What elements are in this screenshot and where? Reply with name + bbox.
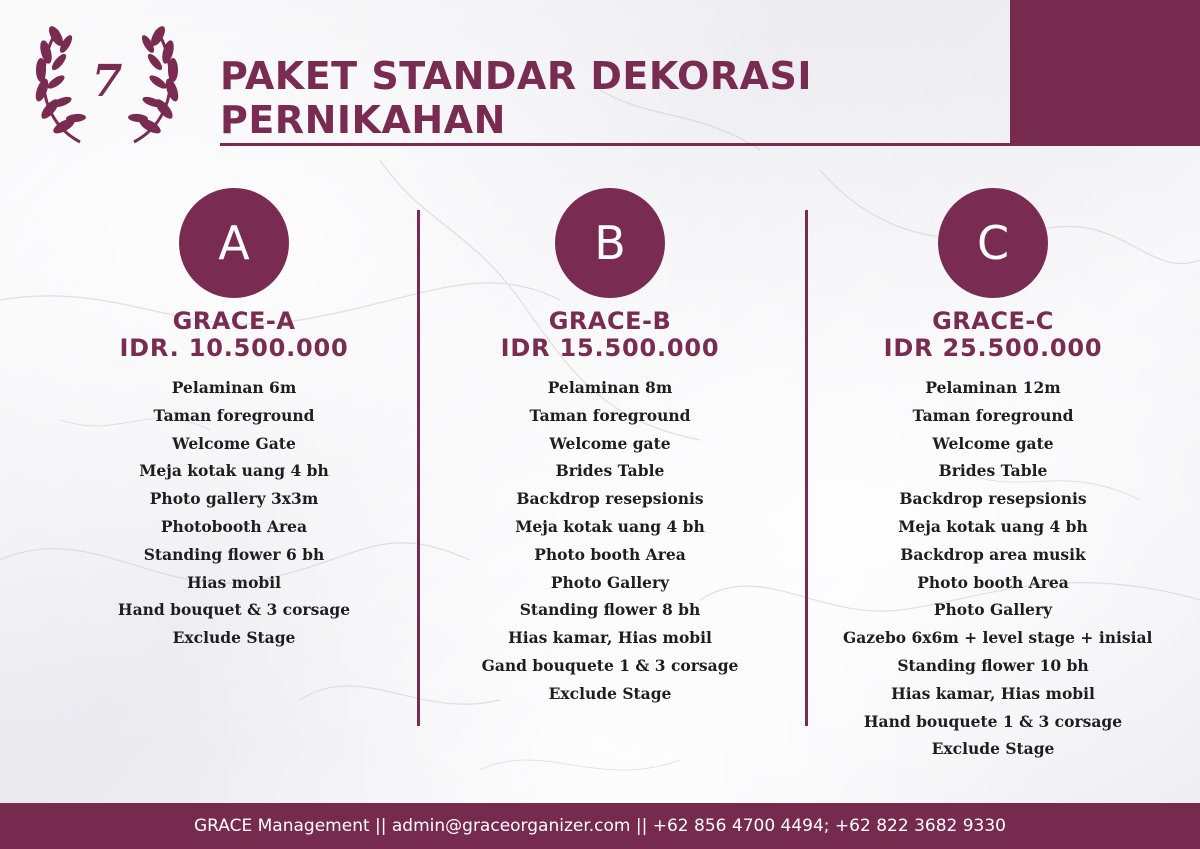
list-item: Pelaminan 6m <box>171 378 297 397</box>
package-badge: A <box>179 188 289 298</box>
list-item: Photo Gallery <box>933 600 1053 620</box>
column-divider <box>417 210 420 726</box>
package-name: GRACE-B <box>548 307 672 335</box>
page-title-line2: PERNIKAHAN <box>220 98 506 142</box>
package-column-b <box>460 188 760 708</box>
list-item: Backdrop resepsionis <box>899 489 1087 509</box>
list-item: Hand bouquet & 3 corsage <box>117 600 351 620</box>
list-item: Pelaminan 12m <box>925 378 1061 397</box>
page-title <box>220 54 812 142</box>
list-item: Backdrop area musik <box>900 544 1086 564</box>
package-badge: C <box>938 188 1048 298</box>
list-item: Welcome gate <box>932 433 1054 453</box>
package-name: GRACE-A <box>172 307 296 335</box>
list-item: Hias kamar, Hias mobil <box>508 628 712 648</box>
list-item: Welcome gate <box>549 433 671 453</box>
package-price: IDR 25.500.000 <box>883 334 1103 362</box>
list-item: Brides Table <box>555 461 665 481</box>
package-column-a <box>84 188 384 652</box>
list-item: Backdrop resepsionis <box>516 489 704 509</box>
list-item: Standing flower 6 bh <box>143 544 325 564</box>
list-item: Gazebo 6x6m + level stage + inisial <box>843 628 1153 648</box>
list-item: Photobooth Area <box>160 516 308 536</box>
package-name: GRACE-C <box>932 307 1054 335</box>
list-item: Meja kotak uang 4 bh <box>139 461 329 481</box>
list-item: Taman foreground <box>912 405 1074 425</box>
page-title-line1: PAKET STANDAR DEKORASI <box>220 54 813 98</box>
list-item: Photo Gallery <box>550 572 670 592</box>
list-item: Exclude Stage <box>931 739 1055 759</box>
list-item: Meja kotak uang 4 bh <box>515 516 705 536</box>
list-item: Meja kotak uang 4 bh <box>898 516 1088 536</box>
list-item: Pelaminan 8m <box>547 378 673 397</box>
list-item: Exclude Stage <box>172 628 296 648</box>
list-item: Hias mobil <box>186 572 282 592</box>
package-item-list <box>460 374 760 708</box>
list-item: Hias kamar, Hias mobil <box>891 683 1095 703</box>
list-item: Photo booth Area <box>917 572 1069 592</box>
package-price: IDR 15.500.000 <box>500 334 720 362</box>
list-item: Brides Table <box>938 461 1048 481</box>
list-item: Photo gallery 3x3m <box>149 489 319 509</box>
list-item: Taman foreground <box>153 405 315 425</box>
list-item: Hand bouquete 1 & 3 corsage <box>863 711 1123 731</box>
title-underline <box>220 143 1010 146</box>
laurel-wreath-icon <box>32 14 182 148</box>
corner-accent-block <box>1010 0 1200 146</box>
list-item: Standing flower 8 bh <box>519 600 701 620</box>
logo-number: 7 <box>91 56 123 107</box>
list-item: Standing flower 10 bh <box>897 655 1089 675</box>
list-item: Exclude Stage <box>548 683 672 703</box>
package-column-c <box>843 188 1153 763</box>
list-item: Gand bouquete 1 & 3 corsage <box>481 655 739 675</box>
list-item: Photo booth Area <box>534 544 686 564</box>
package-item-list <box>843 374 1153 763</box>
footer-bar <box>0 803 1200 849</box>
logo <box>32 14 182 148</box>
list-item: Taman foreground <box>529 405 691 425</box>
list-item: Welcome Gate <box>172 433 296 453</box>
package-price: IDR. 10.500.000 <box>119 334 349 362</box>
column-divider <box>805 210 808 726</box>
package-badge: B <box>555 188 665 298</box>
footer-contact-text: GRACE Management || admin@graceorganizer.com || +62 856 4700 4494; +62 822 3682 9330 <box>194 816 1006 836</box>
package-item-list <box>84 374 384 652</box>
